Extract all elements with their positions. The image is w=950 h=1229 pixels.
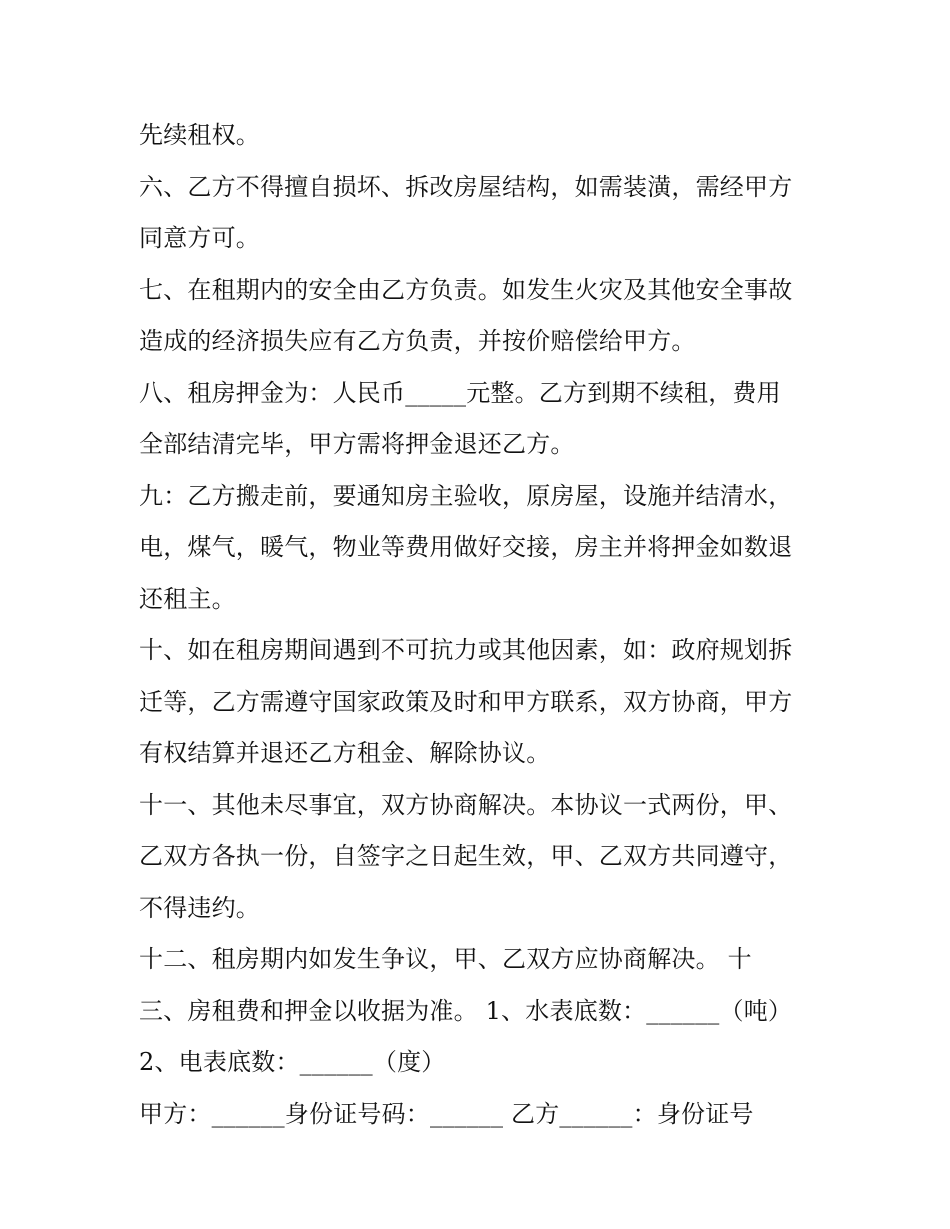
clause-line: 七、在租期内的安全由乙方负责。如发生火灾及其他安全事故 [139, 275, 793, 304]
signature-line: 甲方：______身份证号码：______ 乙方______：身份证号 [139, 1099, 754, 1128]
clause-line: 三、房租费和押金以收据为准。 1、水表底数：______（吨） [139, 996, 793, 1025]
clause-line: 十二、租房期内如发生争议，甲、乙双方应协商解决。 十 [139, 945, 752, 973]
clause-line: 乙双方各执一份，自签字之日起生效，甲、乙双方共同遵守， [139, 842, 793, 870]
clause-line: 电，煤气，暖气，物业等费用做好交接，房主并将押金如数退 [139, 533, 793, 561]
clause-line: 不得违约。 [139, 893, 260, 922]
clause-line: 全部结清完毕，甲方需将押金退还乙方。 [139, 430, 575, 458]
clause-line: 有权结算并退还乙方租金、解除协议。 [139, 739, 551, 767]
clause-line: 同意方可。 [139, 224, 260, 252]
clause-line: 2、电表底数：______（度） [139, 1048, 446, 1076]
clause-line: 十一、其他未尽事宜，双方协商解决。本协议一式两份，甲、 [139, 790, 793, 819]
clause-line: 先续租权。 [139, 121, 260, 149]
clause-line: 十、如在租房期间遇到不可抗力或其他因素，如：政府规划拆 [139, 636, 793, 664]
clause-line: 迁等，乙方需遵守国家政策及时和甲方联系，双方协商，甲方 [139, 687, 793, 716]
clause-line: 六、乙方不得擅自损坏、拆改房屋结构，如需装潢，需经甲方 [139, 172, 793, 201]
clause-line: 造成的经济损失应有乙方负责，并按价赔偿给甲方。 [139, 327, 696, 355]
clause-line: 还租主。 [139, 584, 236, 613]
clause-line: 八、租房押金为：人民币_____元整。乙方到期不续租，费用 [139, 378, 781, 407]
clause-line: 九：乙方搬走前，要通知房主验收，原房屋，设施并结清水， [139, 481, 793, 510]
document-body [139, 110, 819, 1140]
